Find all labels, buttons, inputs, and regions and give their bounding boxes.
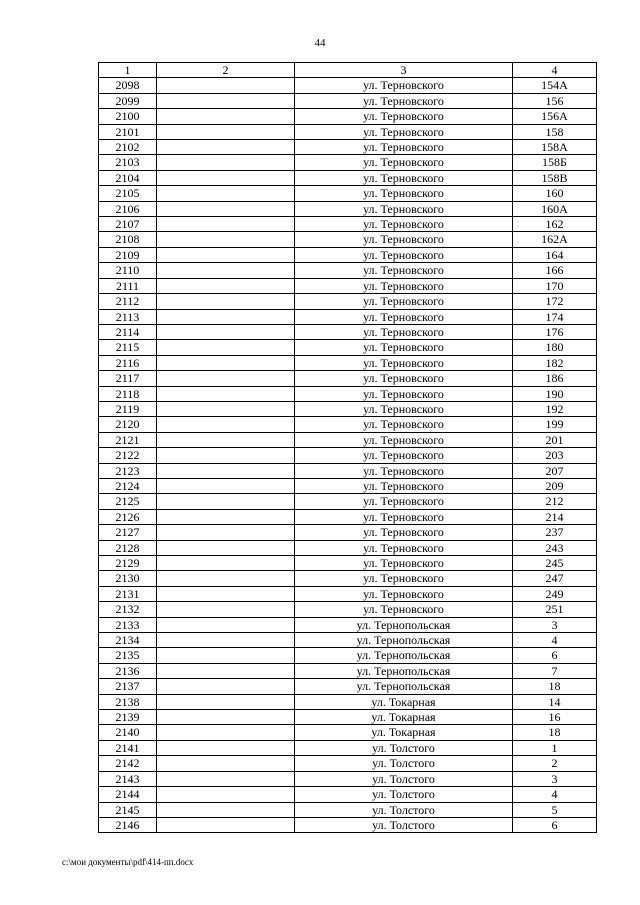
- house-number-cell: 192: [513, 401, 597, 416]
- empty-cell: [157, 294, 295, 309]
- row-number-cell: 2136: [99, 663, 157, 678]
- empty-cell: [157, 679, 295, 694]
- table-row: [99, 602, 597, 617]
- house-number-cell: 186: [513, 371, 597, 386]
- empty-cell: [157, 155, 295, 170]
- table-row: [99, 294, 597, 309]
- table-row: [99, 140, 597, 155]
- empty-cell: [157, 386, 295, 401]
- empty-cell: [157, 509, 295, 524]
- row-number-cell: 2108: [99, 232, 157, 247]
- house-number-cell: 2: [513, 756, 597, 771]
- street-cell: ул. Терновского: [295, 201, 513, 216]
- row-number-cell: 2101: [99, 124, 157, 139]
- house-number-cell: 162: [513, 217, 597, 232]
- empty-cell: [157, 140, 295, 155]
- table-row: [99, 201, 597, 216]
- house-number-cell: 201: [513, 432, 597, 447]
- house-number-cell: 170: [513, 278, 597, 293]
- street-cell: ул. Терновского: [295, 417, 513, 432]
- street-cell: ул. Терновского: [295, 540, 513, 555]
- table-row: [99, 586, 597, 601]
- empty-cell: [157, 401, 295, 416]
- house-number-cell: 176: [513, 324, 597, 339]
- house-number-cell: 14: [513, 694, 597, 709]
- table-row: [99, 340, 597, 355]
- street-cell: ул. Терновского: [295, 186, 513, 201]
- table-row: [99, 817, 597, 832]
- street-cell: ул. Толстого: [295, 787, 513, 802]
- empty-cell: [157, 648, 295, 663]
- house-number-cell: 180: [513, 340, 597, 355]
- table-row: [99, 725, 597, 740]
- empty-cell: [157, 186, 295, 201]
- empty-cell: [157, 247, 295, 262]
- street-cell: ул. Терновского: [295, 170, 513, 185]
- table-row: [99, 617, 597, 632]
- house-number-cell: 6: [513, 648, 597, 663]
- row-number-cell: 2107: [99, 217, 157, 232]
- table-row: [99, 401, 597, 416]
- empty-cell: [157, 633, 295, 648]
- house-number-cell: 160: [513, 186, 597, 201]
- row-number-cell: 2119: [99, 401, 157, 416]
- column-header: 4: [513, 63, 597, 78]
- table-row: [99, 247, 597, 262]
- table-row: [99, 278, 597, 293]
- table-row: [99, 509, 597, 524]
- row-number-cell: 2143: [99, 771, 157, 786]
- table-row: [99, 324, 597, 339]
- table-row: [99, 787, 597, 802]
- house-number-cell: 7: [513, 663, 597, 678]
- empty-cell: [157, 817, 295, 832]
- row-number-cell: 2104: [99, 170, 157, 185]
- house-number-cell: 182: [513, 355, 597, 370]
- table-row: [99, 170, 597, 185]
- table-row: [99, 78, 597, 93]
- house-number-cell: 160А: [513, 201, 597, 216]
- row-number-cell: 2135: [99, 648, 157, 663]
- empty-cell: [157, 525, 295, 540]
- row-number-cell: 2120: [99, 417, 157, 432]
- empty-cell: [157, 494, 295, 509]
- house-number-cell: 174: [513, 309, 597, 324]
- table-row: [99, 124, 597, 139]
- empty-cell: [157, 802, 295, 817]
- house-number-cell: 166: [513, 263, 597, 278]
- empty-cell: [157, 602, 295, 617]
- empty-cell: [157, 124, 295, 139]
- row-number-cell: 2099: [99, 93, 157, 108]
- empty-cell: [157, 725, 295, 740]
- header-row: [99, 63, 597, 78]
- street-cell: ул. Терновского: [295, 478, 513, 493]
- street-cell: ул. Толстого: [295, 771, 513, 786]
- empty-cell: [157, 586, 295, 601]
- street-cell: ул. Терновского: [295, 340, 513, 355]
- row-number-cell: 2114: [99, 324, 157, 339]
- row-number-cell: 2144: [99, 787, 157, 802]
- empty-cell: [157, 324, 295, 339]
- table-row: [99, 525, 597, 540]
- street-cell: ул. Терновского: [295, 232, 513, 247]
- house-number-cell: 1: [513, 740, 597, 755]
- street-cell: ул. Терновского: [295, 556, 513, 571]
- street-cell: ул. Терновского: [295, 494, 513, 509]
- row-number-cell: 2124: [99, 478, 157, 493]
- table-row: [99, 556, 597, 571]
- row-number-cell: 2112: [99, 294, 157, 309]
- empty-cell: [157, 571, 295, 586]
- house-number-cell: 16: [513, 710, 597, 725]
- row-number-cell: 2102: [99, 140, 157, 155]
- empty-cell: [157, 278, 295, 293]
- row-number-cell: 2138: [99, 694, 157, 709]
- street-cell: ул. Терновского: [295, 309, 513, 324]
- street-cell: ул. Толстого: [295, 756, 513, 771]
- page-number: 44: [314, 37, 326, 49]
- house-number-cell: 203: [513, 448, 597, 463]
- empty-cell: [157, 201, 295, 216]
- row-number-cell: 2105: [99, 186, 157, 201]
- street-cell: ул. Терновского: [295, 355, 513, 370]
- street-cell: ул. Токарная: [295, 694, 513, 709]
- house-number-cell: 251: [513, 602, 597, 617]
- row-number-cell: 2110: [99, 263, 157, 278]
- street-cell: ул. Толстого: [295, 802, 513, 817]
- street-cell: ул. Тернопольская: [295, 663, 513, 678]
- street-cell: ул. Терновского: [295, 217, 513, 232]
- street-cell: ул. Терновского: [295, 432, 513, 447]
- house-number-cell: 190: [513, 386, 597, 401]
- row-number-cell: 2103: [99, 155, 157, 170]
- row-number-cell: 2106: [99, 201, 157, 216]
- table-row: [99, 93, 597, 108]
- row-number-cell: 2125: [99, 494, 157, 509]
- row-number-cell: 2127: [99, 525, 157, 540]
- row-number-cell: 2126: [99, 509, 157, 524]
- street-cell: ул. Терновского: [295, 155, 513, 170]
- street-cell: ул. Терновского: [295, 124, 513, 139]
- column-header: 2: [157, 63, 295, 78]
- house-number-cell: 249: [513, 586, 597, 601]
- house-number-cell: 3: [513, 617, 597, 632]
- house-number-cell: 4: [513, 787, 597, 802]
- empty-cell: [157, 448, 295, 463]
- house-number-cell: 158А: [513, 140, 597, 155]
- table-body: [99, 63, 597, 833]
- street-cell: ул. Тернопольская: [295, 633, 513, 648]
- empty-cell: [157, 478, 295, 493]
- row-number-cell: 2130: [99, 571, 157, 586]
- row-number-cell: 2118: [99, 386, 157, 401]
- empty-cell: [157, 355, 295, 370]
- row-number-cell: 2109: [99, 247, 157, 262]
- house-number-cell: 158В: [513, 170, 597, 185]
- row-number-cell: 2116: [99, 355, 157, 370]
- table-row: [99, 494, 597, 509]
- street-cell: ул. Тернопольская: [295, 679, 513, 694]
- table-row: [99, 109, 597, 124]
- empty-cell: [157, 371, 295, 386]
- table-row: [99, 771, 597, 786]
- table-row: [99, 386, 597, 401]
- street-cell: ул. Терновского: [295, 278, 513, 293]
- table-row: [99, 355, 597, 370]
- house-number-cell: 212: [513, 494, 597, 509]
- row-number-cell: 2117: [99, 371, 157, 386]
- row-number-cell: 2115: [99, 340, 157, 355]
- street-cell: ул. Терновского: [295, 263, 513, 278]
- row-number-cell: 2122: [99, 448, 157, 463]
- house-number-cell: 158: [513, 124, 597, 139]
- file-path-footer: c:\мои документы\pdf\414-пп.docx: [62, 857, 194, 867]
- row-number-cell: 2141: [99, 740, 157, 755]
- empty-cell: [157, 463, 295, 478]
- table-row: [99, 309, 597, 324]
- empty-cell: [157, 663, 295, 678]
- row-number-cell: 2111: [99, 278, 157, 293]
- table-row: [99, 710, 597, 725]
- empty-cell: [157, 417, 295, 432]
- street-cell: ул. Терновского: [295, 463, 513, 478]
- empty-cell: [157, 740, 295, 755]
- table-row: [99, 694, 597, 709]
- table-row: [99, 633, 597, 648]
- table-row: [99, 679, 597, 694]
- street-cell: ул. Терновского: [295, 294, 513, 309]
- empty-cell: [157, 309, 295, 324]
- table-row: [99, 432, 597, 447]
- table-row: [99, 463, 597, 478]
- street-cell: ул. Терновского: [295, 571, 513, 586]
- table-row: [99, 186, 597, 201]
- house-number-cell: 199: [513, 417, 597, 432]
- table-row: [99, 571, 597, 586]
- street-cell: ул. Токарная: [295, 710, 513, 725]
- street-cell: ул. Терновского: [295, 140, 513, 155]
- row-number-cell: 2098: [99, 78, 157, 93]
- street-cell: ул. Терновского: [295, 93, 513, 108]
- house-number-cell: 247: [513, 571, 597, 586]
- street-cell: ул. Терновского: [295, 247, 513, 262]
- house-number-cell: 207: [513, 463, 597, 478]
- column-header: 1: [99, 63, 157, 78]
- house-number-cell: 245: [513, 556, 597, 571]
- table-row: [99, 663, 597, 678]
- empty-cell: [157, 78, 295, 93]
- street-cell: ул. Толстого: [295, 740, 513, 755]
- row-number-cell: 2134: [99, 633, 157, 648]
- row-number-cell: 2132: [99, 602, 157, 617]
- empty-cell: [157, 756, 295, 771]
- street-cell: ул. Терновского: [295, 401, 513, 416]
- house-number-cell: 4: [513, 633, 597, 648]
- empty-cell: [157, 694, 295, 709]
- table-row: [99, 540, 597, 555]
- street-cell: ул. Терновского: [295, 586, 513, 601]
- empty-cell: [157, 232, 295, 247]
- street-cell: ул. Терновского: [295, 525, 513, 540]
- table-row: [99, 802, 597, 817]
- empty-cell: [157, 432, 295, 447]
- table-row: [99, 756, 597, 771]
- house-number-cell: 209: [513, 478, 597, 493]
- house-number-cell: 162А: [513, 232, 597, 247]
- table-row: [99, 740, 597, 755]
- row-number-cell: 2113: [99, 309, 157, 324]
- row-number-cell: 2131: [99, 586, 157, 601]
- table-row: [99, 371, 597, 386]
- empty-cell: [157, 771, 295, 786]
- empty-cell: [157, 787, 295, 802]
- house-number-cell: 243: [513, 540, 597, 555]
- empty-cell: [157, 263, 295, 278]
- house-number-cell: 6: [513, 817, 597, 832]
- house-number-cell: 154А: [513, 78, 597, 93]
- house-number-cell: 3: [513, 771, 597, 786]
- row-number-cell: 2128: [99, 540, 157, 555]
- row-number-cell: 2123: [99, 463, 157, 478]
- row-number-cell: 2145: [99, 802, 157, 817]
- street-cell: ул. Терновского: [295, 386, 513, 401]
- table-row: [99, 478, 597, 493]
- house-number-cell: 164: [513, 247, 597, 262]
- empty-cell: [157, 109, 295, 124]
- house-number-cell: 156: [513, 93, 597, 108]
- house-number-cell: 158Б: [513, 155, 597, 170]
- street-cell: ул. Терновского: [295, 509, 513, 524]
- house-number-cell: 5: [513, 802, 597, 817]
- empty-cell: [157, 710, 295, 725]
- street-cell: ул. Тернопольская: [295, 617, 513, 632]
- empty-cell: [157, 217, 295, 232]
- empty-cell: [157, 540, 295, 555]
- row-number-cell: 2140: [99, 725, 157, 740]
- table-row: [99, 217, 597, 232]
- row-number-cell: 2142: [99, 756, 157, 771]
- table-row: [99, 155, 597, 170]
- row-number-cell: 2137: [99, 679, 157, 694]
- table-row: [99, 263, 597, 278]
- street-cell: ул. Терновского: [295, 324, 513, 339]
- house-number-cell: 214: [513, 509, 597, 524]
- street-cell: ул. Тернопольская: [295, 648, 513, 663]
- empty-cell: [157, 556, 295, 571]
- street-cell: ул. Терновского: [295, 109, 513, 124]
- table-row: [99, 648, 597, 663]
- row-number-cell: 2121: [99, 432, 157, 447]
- table-row: [99, 448, 597, 463]
- row-number-cell: 2133: [99, 617, 157, 632]
- row-number-cell: 2139: [99, 710, 157, 725]
- empty-cell: [157, 170, 295, 185]
- empty-cell: [157, 340, 295, 355]
- street-cell: ул. Терновского: [295, 78, 513, 93]
- address-table: [98, 62, 597, 833]
- row-number-cell: 2129: [99, 556, 157, 571]
- empty-cell: [157, 93, 295, 108]
- street-cell: ул. Терновского: [295, 602, 513, 617]
- house-number-cell: 156А: [513, 109, 597, 124]
- street-cell: ул. Терновского: [295, 448, 513, 463]
- street-cell: ул. Терновского: [295, 371, 513, 386]
- empty-cell: [157, 617, 295, 632]
- row-number-cell: 2146: [99, 817, 157, 832]
- table-row: [99, 417, 597, 432]
- house-number-cell: 172: [513, 294, 597, 309]
- column-header: 3: [295, 63, 513, 78]
- street-cell: ул. Толстого: [295, 817, 513, 832]
- street-cell: ул. Токарная: [295, 725, 513, 740]
- table-row: [99, 232, 597, 247]
- house-number-cell: 237: [513, 525, 597, 540]
- row-number-cell: 2100: [99, 109, 157, 124]
- house-number-cell: 18: [513, 725, 597, 740]
- house-number-cell: 18: [513, 679, 597, 694]
